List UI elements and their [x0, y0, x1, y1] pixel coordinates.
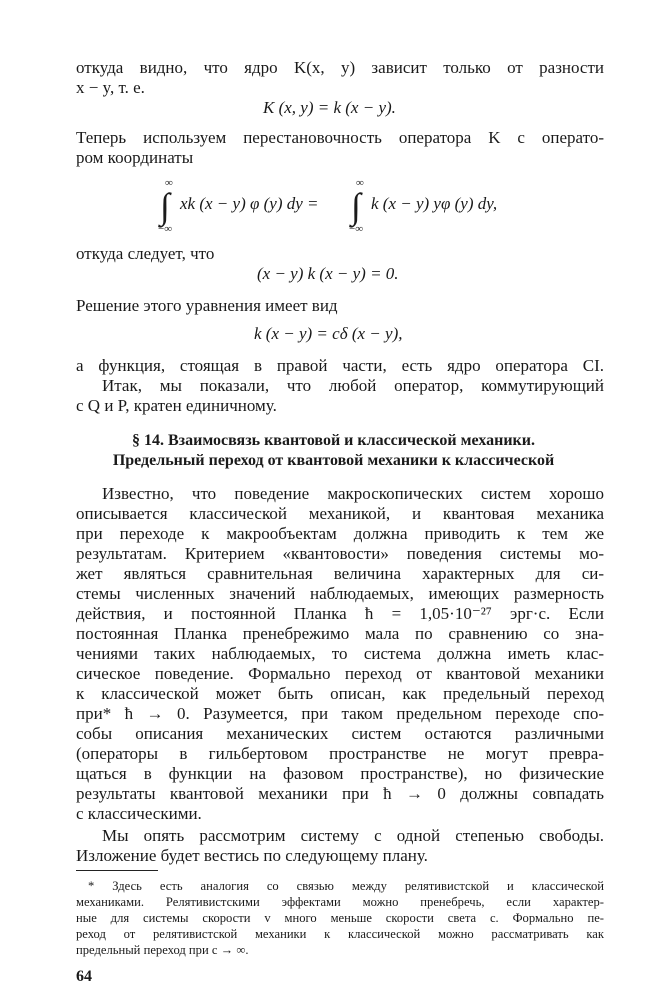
body-line: описывается классической механикой, и квантовая механика: [76, 504, 604, 523]
body-line: щаться в функции на фазовом пространстве), но физические: [76, 764, 604, 783]
body-line: Изложение будет вестись по следующему плану.: [76, 846, 428, 865]
footnote-line: * Здесь есть аналогия со связью между релятивистской и классической: [88, 879, 604, 893]
footnote-rule: [76, 870, 158, 871]
equation-commutator: (x − y) k (x − y) = 0.: [257, 264, 399, 283]
integral-upper-limit: ∞: [356, 177, 364, 189]
footnote-line: предельный переход при c → ∞.: [76, 943, 249, 957]
text-line: x − y, т. е.: [76, 78, 145, 97]
integral-sign-icon: ∫: [160, 186, 170, 226]
equation-lhs: xk (x − y) φ (y) dy =: [180, 194, 319, 213]
body-line: Мы опять рассмотрим систему с одной степенью свободы.: [102, 826, 604, 845]
equation-kernel: K (x, y) = k (x − y).: [263, 98, 396, 117]
text-line: ром координаты: [76, 148, 194, 167]
body-line: чениями таких наблюдаемых, то система должна иметь клас-: [76, 644, 604, 663]
text-line: Итак, мы показали, что любой оператор, коммутирующий: [102, 376, 604, 395]
body-line: при переходе к макрообъектам должна приводить к тем же: [76, 524, 604, 543]
equation-rhs: k (x − y) yφ (y) dy,: [371, 194, 498, 213]
equation-solution: k (x − y) = cδ (x − y),: [254, 324, 403, 343]
text-line: Решение этого уравнения имеет вид: [76, 296, 338, 315]
body-line: жет являться сравнительная величина характерных для си-: [76, 564, 604, 583]
body-line: сическое поведение. Формально переход от квантовой механики: [76, 664, 604, 683]
integral-upper-limit: ∞: [165, 177, 173, 189]
footnote-line: механиками. Релятивистскими эффектами можно пренебречь, если характер-: [76, 895, 604, 909]
text-line: откуда следует, что: [76, 244, 215, 263]
body-line: Известно, что поведение макроскопических систем хорошо: [102, 484, 604, 503]
text-line: откуда видно, что ядро K(x, y) зависит только от разности: [76, 58, 604, 77]
footnote-line: реход от релятивистской механики к классической можно рассматривать как: [76, 927, 604, 941]
integral-lower-limit: −∞: [158, 223, 173, 235]
integral-lower-limit: −∞: [349, 223, 364, 235]
integral-sign-icon: ∫: [351, 186, 361, 226]
text-line: с Q и P, кратен единичному.: [76, 396, 277, 415]
footnote-line: ные для системы скорости v много меньше скорости света c. Формально пе-: [76, 911, 604, 925]
page-number: 64: [76, 968, 92, 985]
body-line: при* ħ → 0. Разумеется, при таком предельном переходе спо-: [76, 704, 604, 723]
body-line: результаты квантовой механики при ħ → 0 должны совпадать: [76, 784, 604, 803]
body-line: к классической может быть описан, как предельный переход: [76, 684, 604, 703]
section-heading-line2: Предельный переход от квантовой механики к классической: [112, 452, 555, 469]
text-line: а функция, стоящая в правой части, есть ядро оператора CI.: [76, 356, 604, 375]
body-line: с классическими.: [76, 804, 202, 823]
body-line: постоянная Планка пренебрежимо мала по сравнению со зна-: [76, 624, 604, 643]
section-heading-line1: § 14. Взаимосвязь квантовой и классической механики.: [132, 432, 535, 449]
body-line: (операторы в гильбертовом пространстве не могут превра-: [76, 744, 604, 763]
body-line: стемы численных значений наблюдаемых, имеющих размерность: [76, 584, 604, 603]
text-line: Теперь используем перестановочность оператора K с операто-: [76, 128, 604, 147]
body-line: действия, и постоянной Планка ħ = 1,05·10⁻²⁷ эрг·с. Если: [76, 604, 604, 623]
body-line: результатам. Критерием «квантовости» поведения системы мо-: [76, 544, 604, 563]
body-line: собы описания механических систем остаются различными: [76, 724, 604, 743]
